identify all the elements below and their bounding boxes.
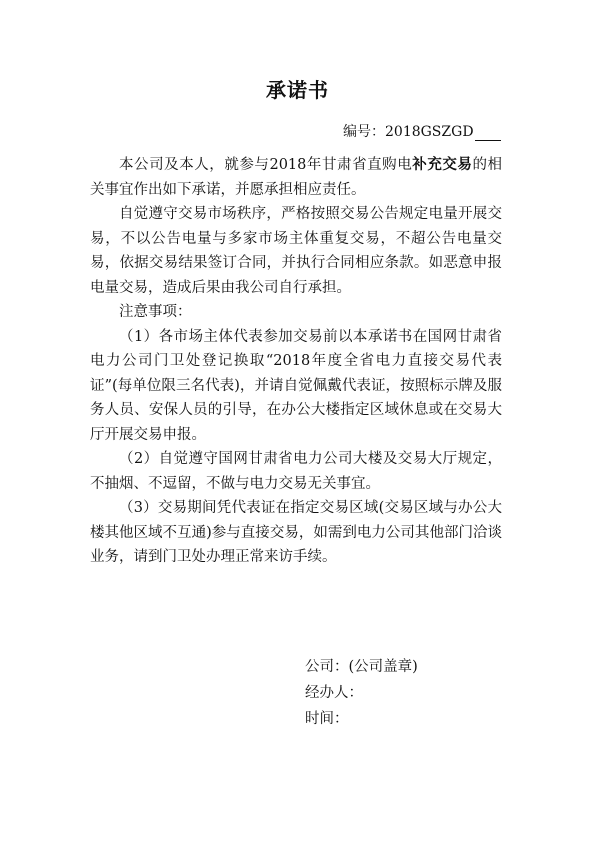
document-number <box>343 121 501 141</box>
paragraph-note-1: （1）各市场主体代表参加交易前以本承诺书在国网甘肃省电力公司门卫处登记换取“2018年度全省电力直接交易代表证”(每单位限三名代表)，并请自觉佩戴代表证，按照标示牌及服务人员、安保人员的引导，在办公大楼指定区域休息或在交易大厅开展交易申报。 <box>90 328 502 443</box>
intro-text-post: 的相关事宜作出如下承诺，并愿承担相应责任。 <box>90 157 503 198</box>
intro-text-bold: 补充交易 <box>412 156 473 173</box>
signature-company: 公司：(公司盖章) <box>305 659 418 675</box>
paragraph-notes-heading: 注意事项： <box>119 304 192 320</box>
commitment-body <box>90 153 502 570</box>
paragraph-note-2: （2）自觉遵守国网甘肃省电力公司大楼及交易大厅规定，不抽烟、不逗留，不做与电力交易无关事宜。 <box>90 451 502 492</box>
paragraph-intro <box>90 153 502 202</box>
signature-block <box>305 654 418 732</box>
signature-handler: 经办人： <box>305 685 363 701</box>
intro-text-pre: 本公司及本人，就参与2018年甘肃省直购电 <box>119 157 413 173</box>
signature-time: 时间： <box>305 711 349 727</box>
document-number-blank <box>475 126 501 141</box>
document-number-label: 编号：2018GSZGD <box>343 124 474 140</box>
paragraph-note-3: （3）交易期间凭代表证在指定交易区域(交易区域与办公大楼其他区域不互通)参与直接交易，如需到电力公司其他部门洽谈业务，请到门卫处办理正常来访手续。 <box>90 500 502 565</box>
paragraph-commitment: 自觉遵守交易市场秩序，严格按照交易公告规定电量开展交易，不以公告电量与多家市场主体重复交易，不超公告电量交易，依据交易结果签订合同，并执行合同相应条款。如恶意申报电量交易，造成后果由我公司自行承担。 <box>90 206 502 296</box>
document-title: 承诺书 <box>266 78 329 102</box>
